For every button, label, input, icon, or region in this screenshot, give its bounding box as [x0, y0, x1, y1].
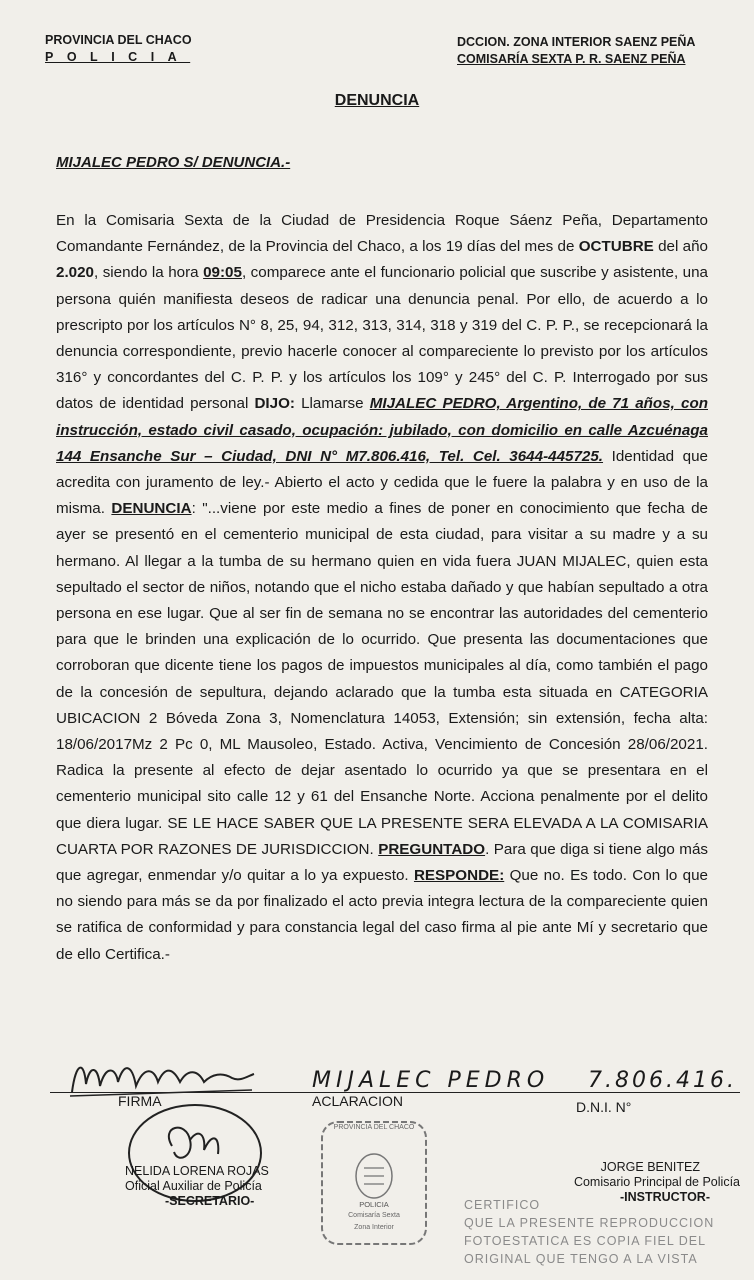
stamp-text-4: Zona Interior [354, 1224, 394, 1231]
certification-stamp [464, 1196, 714, 1268]
body-text-3: , siendo la hora [94, 264, 204, 282]
instructor-role: -INSTRUCTOR- [619, 1190, 710, 1204]
month: OCTUBRE [578, 238, 654, 256]
complaint-body [56, 208, 708, 968]
document-title: DENUNCIA [334, 92, 420, 109]
identity-data: MIJALEC PEDRO, Argentino, de 71 años, con instrucción, estado civil casado, ocupación: jubilado, con domicilio en calle Azcuénaga 144 Ensanche Sur – Ciudad, DNI N° M7.806.416, Tel. Cel. 3644-445725. [56, 395, 708, 465]
province-name: PROVINCIA DEL CHACO [45, 33, 192, 47]
certification-line-1: CERTIFICO [464, 1198, 541, 1212]
header-right [457, 34, 695, 68]
body-text-7: : "...viene por este medio a fines de poner en conocimiento que fecha de ayer se presentó en el cementerio municipal de esta ciudad, para visitar a su madre y a su hermano. Al llegar a la tumba de su hermano quien en vida fuera JUAN MIJALEC, quien esta sepultado el sector de niños, notando que el nicho estaba dañado y que habían sepultado a otra persona en ese lugar. Que al ser fin de semana no se encontrar las autoridades del cementerio para que le brinden una explicación de lo ocurrido. Que presenta las documentaciones que corroboran que dicente tiene los pagos de impuestos municipales al día, como también el pago de la concesión de sepultura, dejando aclarado que la tumba esta situada en CATEGORIA UBICACION 2 Bóveda Zona 3, Nomenclatura 14053, Extensión; sin extensión, fecha alta: 18/06/2017Mz 2 Pc 0, ML Mausoleo, Estado. Activa, Vencimiento de Concesión 28/06/2021. Radica la presente al efecto de dejar asentado lo ocurrido ya que se presentara en el cementerio municipal sito calle 12 y 61 del Ensanche Norte. Acciona penalmente por el delito que diera lugar. SE LE HACE SABER QUE LA PRESENTE SERA ELEVADA A LA COMISARIA CUARTA POR RAZONES DE JURISDICCION. [56, 500, 709, 858]
direction-name: DCCION. ZONA INTERIOR SAENZ PEÑA [457, 35, 696, 49]
instructor-name: JORGE BENITEZ [600, 1160, 700, 1174]
header-left [45, 32, 192, 66]
body-text-1: En la Comisaria Sexta de la Ciudad de Presidencia Roque Sáenz Peña, Departamento Comandante Fernández, de la Provincia del Chaco, a los 19 días del mes de [56, 212, 708, 256]
preguntado-label: PREGUNTADO [378, 840, 486, 858]
official-stamp [318, 1118, 430, 1248]
handwritten-dni: 7.806.416. [588, 1068, 737, 1093]
denuncia-label: DENUNCIA [111, 500, 192, 518]
stamp-text-3: Comisaría Sexta [348, 1212, 400, 1219]
secretary-block [125, 1164, 269, 1209]
stamp-text-1: PROVINCIA DEL CHACO [333, 1124, 415, 1131]
secretary-role: -SECRETARIO- [165, 1194, 255, 1208]
document-subject: MIJALEC PEDRO S/ DENUNCIA.- [56, 154, 291, 171]
police-label: POLICIA [45, 50, 191, 64]
dijo-label: DIJO: [254, 395, 295, 413]
year: 2.020 [56, 264, 95, 282]
body-text-8: . Para que diga si tiene algo más que agregar, enmendar y/o quitar a lo ya expuesto. [56, 840, 708, 885]
body-text-4: , comparece ante el funcionario policial que suscribe y asistente, una persona quién manifiesta deseos de radicar una denuncia penal. Por ello, de acuerdo a lo prescripto por los artículos N° 8, 25, 94, 312, 313, 314, 318 y 319 del C. P. P., se recepcionará la denuncia correspondiente, previo hacerle conocer al compareciente lo previsto por los artículos 316° y concordantes del C. P. P. y los artículos los 109° y 245° del C. P. Interrogado por sus datos de identidad personal [56, 264, 708, 413]
certification-line-4: ORIGINAL QUE TENGO A LA VISTA [464, 1252, 698, 1266]
body-text-9: Que no. Es todo. Con lo que no siendo para más se da por finalizado el acto previa integra lectura de la compareciente quien se ratifica de conformidad y para constancia legal del caso firma al pie ante Mí y secretario que de ello Certifica.- [56, 867, 708, 963]
precinct-name: COMISARÍA SEXTA P. R. SAENZ PEÑA [457, 52, 686, 66]
stamp-text-2: POLICIA [359, 1200, 389, 1209]
instructor-rank: Comisario Principal de Policía [573, 1175, 740, 1189]
certification-line-2: QUE LA PRESENTE REPRODUCCION [464, 1216, 715, 1230]
secretary-name: NELIDA LORENA ROJAS [125, 1164, 269, 1178]
firma-label: FIRMA [118, 1093, 162, 1109]
body-text-2: del año [653, 238, 708, 256]
handwritten-name: MIJALEC PEDRO [312, 1068, 550, 1093]
dni-label: D.N.I. N° [576, 1099, 632, 1115]
complainant-signature [62, 1052, 262, 1102]
body-text-5: Llamarse [294, 395, 370, 413]
aclaracion-label: ACLARACION [312, 1093, 404, 1109]
responde-label: RESPONDE: [413, 867, 505, 885]
certification-line-3: FOTOESTATICA ES COPIA FIEL DEL [464, 1234, 707, 1248]
secretary-rank: Oficial Auxiliar de Policía [125, 1179, 262, 1193]
time: 09:05 [203, 264, 242, 282]
body-text-6: Identidad que acredita con juramento de ley.- Abierto el acto y cedida que le fuere la palabra y en uso de la misma. [56, 447, 708, 518]
